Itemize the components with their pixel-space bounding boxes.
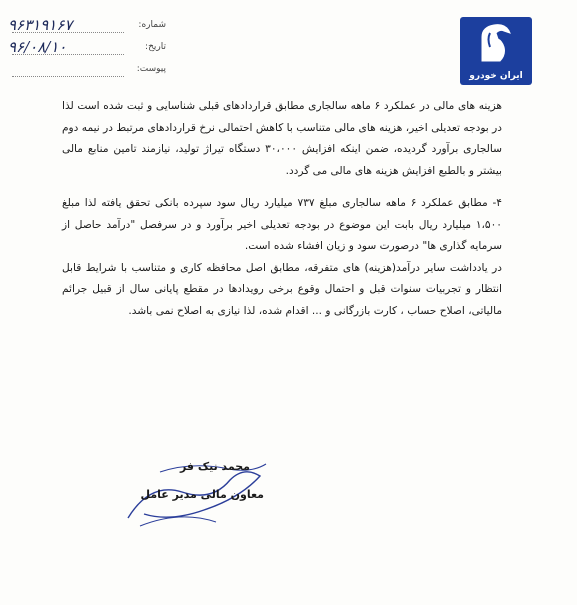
signatory-name: محمد نیک فر <box>179 460 250 473</box>
signature-block <box>120 452 270 532</box>
letter-number: ۹۶۳۱۹۱۶۷ <box>8 16 73 34</box>
attachment-line <box>12 76 124 77</box>
date-line <box>12 54 124 55</box>
logo-text: ایران خودرو <box>469 71 523 81</box>
date-label: تاریخ: <box>145 42 166 52</box>
paragraph-other-income: در یادداشت سایر درآمد(هزینه) های متفرقه، مطابق اصل محافظه کاری و متناسب با شرایط قابل انتظار و تجربیات سنوات قبل و احتمال وقوع برخی رویدادها در مقطع پایانی سال از قبیل جرائم مالیاتی، اصلاح حساب ، کارت بازرگانی و ... اقدام شده، لذا نیازی به اصلاح نمی باشد. <box>62 261 502 317</box>
attachment-label: پیوست: <box>136 64 166 74</box>
letter-date: ۹۶/۰۸/۱۰ <box>8 38 67 56</box>
paragraph-bank-interest: ۴- مطابق عملکرد ۶ ماهه سالجاری مبلغ ۷۳۷ میلیارد ریال سود سپرده بانکی تحقق یافته لذا مبلغ ۱،۵۰۰ میلیارد ریال بابت این موضوع در بودجه تعدیلی اخیر برآورد و در سرفصل "درآمد حاصل از سرمایه گذاری ها" درصورت سود و زیان افشاء شده است. <box>62 197 502 252</box>
number-label: شماره: <box>138 20 166 30</box>
number-row <box>6 16 166 36</box>
paragraph-financial-costs: هزینه های مالی در عملکرد ۶ ماهه سالجاری مطابق قراردادهای قبلی شناسایی و ثبت شده است لذا در بودجه تعدیلی اخیر، هزینه های مالی متناسب با کاهش احتمالی نرخ قراردادهای مرتبط در نیمه دوم سالجاری برآورد گردیده، ضمن اینکه افزایش ۳۰،۰۰۰ دستگاه تیراژ تولید، نیازمند تامین منابع مالی بیشتر و بالطبع افزایش هزینه های مالی می گردد. <box>62 100 503 177</box>
letter-body <box>62 96 502 322</box>
number-line <box>12 32 124 33</box>
horse-head-icon <box>460 17 532 71</box>
date-row <box>6 38 166 58</box>
signatory-title: معاون مالی مدیر عامل <box>140 488 264 501</box>
letter-metadata <box>6 16 166 86</box>
attachment-row <box>6 60 166 80</box>
company-logo <box>460 17 532 85</box>
